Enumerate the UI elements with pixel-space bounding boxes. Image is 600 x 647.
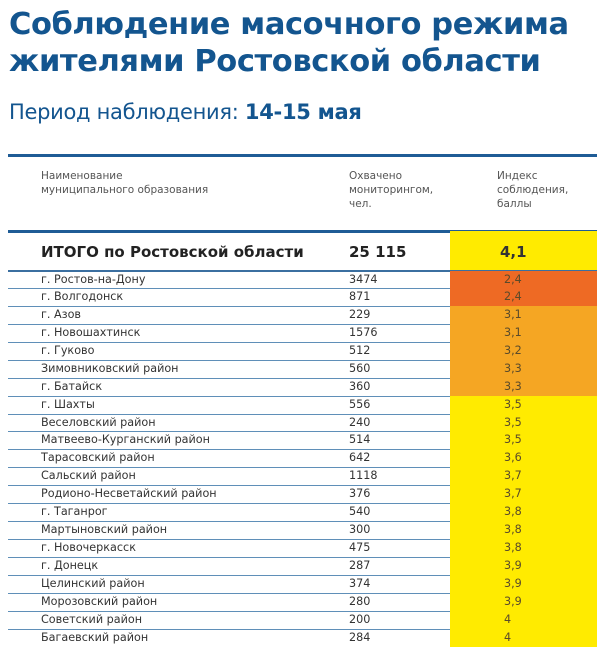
compliance-index-cell [450, 575, 597, 593]
monitored-count: 560 [349, 361, 371, 375]
monitored-count: 284 [349, 630, 371, 644]
compliance-index-cell [450, 593, 597, 611]
monitored-count: 1576 [349, 325, 378, 339]
period-value: 14-15 мая [244, 100, 362, 124]
compliance-index-cell [450, 539, 597, 557]
table-row [8, 629, 597, 647]
table-row [8, 485, 597, 503]
monitored-count: 240 [349, 415, 371, 429]
municipality-name: Целинский район [41, 576, 145, 590]
compliance-index: 3,8 [504, 523, 522, 537]
compliance-index: 3,5 [504, 397, 522, 411]
compliance-index: 3,3 [504, 361, 522, 375]
municipality-name: Багаевский район [41, 630, 149, 644]
monitored-count: 871 [349, 289, 371, 303]
compliance-index: 3,1 [504, 307, 522, 321]
page-title: Соблюдение масочного режима жителями Ростовской области [9, 7, 569, 79]
monitored-count: 360 [349, 379, 371, 393]
monitored-count: 514 [349, 433, 371, 447]
compliance-index-cell [450, 557, 597, 575]
table-row [8, 539, 597, 557]
compliance-index: 4 [504, 630, 512, 644]
compliance-index-cell [450, 521, 597, 539]
municipality-name: Веселовский район [41, 415, 156, 429]
table-row [8, 521, 597, 539]
compliance-index: 3,8 [504, 541, 522, 555]
municipality-name: г. Новочеркасск [41, 541, 136, 555]
compliance-index: 3,9 [504, 594, 522, 608]
municipality-name: г. Ростов-на-Дону [41, 273, 146, 286]
compliance-index-cell [450, 503, 597, 521]
monitored-count: 3474 [349, 273, 378, 286]
compliance-index: 3,3 [504, 379, 522, 393]
monitored-count: 200 [349, 612, 371, 626]
municipality-name: г. Гуково [41, 343, 95, 357]
monitored-count: 280 [349, 594, 371, 608]
municipality-name: г. Шахты [41, 397, 95, 411]
monitored-count: 1118 [349, 469, 378, 483]
monitored-count: 229 [349, 307, 371, 321]
compliance-index-cell [450, 288, 597, 306]
header-index: Индекс соблюдения, баллы [497, 170, 569, 210]
municipality-name: г. Таганрог [41, 505, 108, 519]
compliance-index: 3,9 [504, 559, 522, 572]
municipality-name: Советский район [41, 612, 143, 626]
compliance-index: 3,8 [504, 505, 522, 519]
table-row [8, 503, 597, 521]
table-row [8, 593, 597, 611]
compliance-index-cell [450, 467, 597, 485]
compliance-index-cell [450, 306, 597, 324]
monitored-count: 475 [349, 541, 371, 555]
municipality-name: г. Новошахтинск [41, 325, 141, 339]
compliance-index-cell [450, 414, 597, 432]
total-index-cell [450, 231, 597, 270]
table-top-rule [8, 154, 597, 157]
compliance-index: 3,7 [504, 487, 522, 501]
compliance-index-cell [450, 378, 597, 396]
total-count: 25 115 [349, 243, 407, 261]
municipality-name: Морозовский район [41, 594, 158, 608]
compliance-index-cell [450, 271, 597, 289]
municipality-name: г. Батайск [41, 379, 103, 393]
table-row [8, 611, 597, 629]
table-row [8, 360, 597, 378]
compliance-index-cell [450, 342, 597, 360]
compliance-index: 2,4 [504, 273, 522, 286]
table-row [8, 431, 597, 449]
table-row [8, 414, 597, 432]
header-count: Охвачено мониторингом, чел. [349, 170, 434, 210]
table-row [8, 342, 597, 360]
table-row [8, 324, 597, 342]
compliance-index-cell [450, 611, 597, 629]
monitored-count: 512 [349, 343, 371, 357]
monitored-count: 300 [349, 523, 371, 537]
compliance-index-cell [450, 485, 597, 503]
compliance-index-cell [450, 629, 597, 647]
compliance-index: 3,5 [504, 415, 522, 429]
monitored-count: 540 [349, 505, 371, 519]
table-row [8, 467, 597, 485]
municipality-name: Сальский район [41, 469, 136, 483]
period-label: Период наблюдения: [9, 100, 239, 124]
monitored-count: 556 [349, 397, 371, 411]
table-row [8, 396, 597, 414]
municipality-name: г. Волгодонск [41, 289, 124, 303]
compliance-index: 4 [504, 612, 512, 626]
compliance-index-cell [450, 396, 597, 414]
table-row [8, 557, 597, 575]
compliance-index-cell [450, 324, 597, 342]
compliance-index: 3,6 [504, 451, 522, 465]
municipality-name: Тарасовский район [41, 451, 155, 465]
municipality-name: Родионо-Несветайский район [41, 487, 217, 501]
monitored-count: 374 [349, 576, 371, 590]
compliance-index: 2,4 [504, 289, 522, 303]
table-row [8, 306, 597, 324]
municipality-table [8, 270, 597, 647]
table-row [8, 575, 597, 593]
compliance-index-cell [450, 449, 597, 467]
table-row [8, 288, 597, 306]
monitored-count: 287 [349, 559, 371, 572]
municipality-name: г. Донецк [41, 559, 99, 572]
municipality-name: Мартыновский район [41, 523, 168, 537]
compliance-index: 3,9 [504, 576, 522, 590]
compliance-index: 3,7 [504, 469, 522, 483]
municipality-name: Матвеево-Курганский район [41, 433, 210, 447]
municipality-name: Зимовниковский район [41, 361, 179, 375]
compliance-index-cell [450, 431, 597, 449]
total-row [8, 234, 597, 270]
table-row [8, 449, 597, 467]
compliance-index: 3,2 [504, 343, 522, 357]
monitored-count: 376 [349, 487, 371, 501]
header-name: Наименование муниципального образования [41, 170, 209, 196]
table-row [8, 378, 597, 396]
observation-period [9, 99, 362, 125]
compliance-index: 3,5 [504, 433, 522, 447]
monitored-count: 642 [349, 451, 371, 465]
total-name: ИТОГО по Ростовской области [41, 243, 304, 261]
municipality-name: г. Азов [41, 307, 82, 321]
compliance-index: 3,1 [504, 325, 522, 339]
compliance-index-cell [450, 360, 597, 378]
total-index: 4,1 [500, 243, 527, 261]
table-row [8, 270, 597, 288]
